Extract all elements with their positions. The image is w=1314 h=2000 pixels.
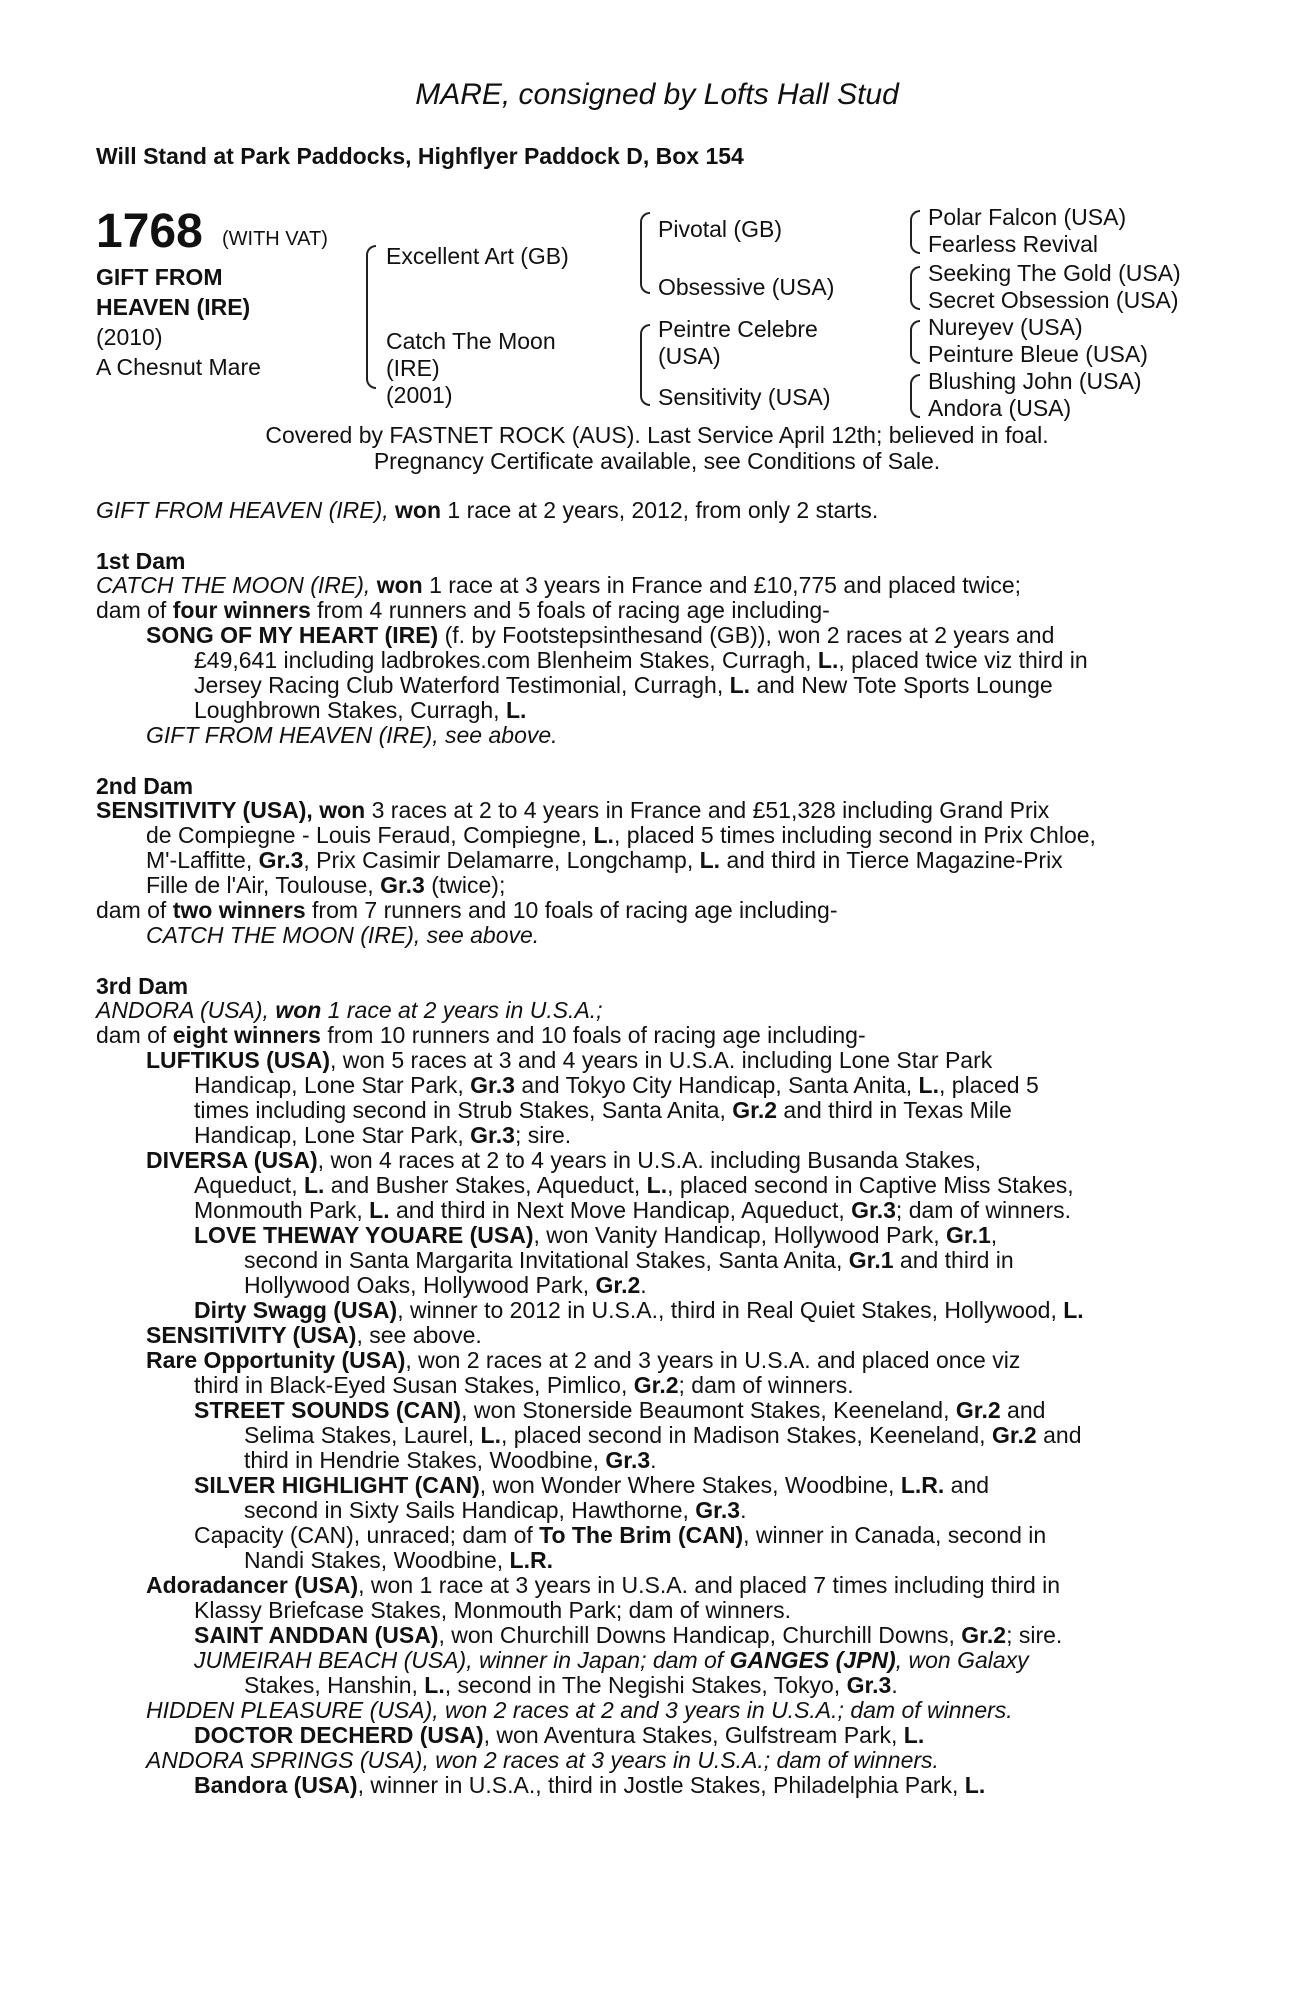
text-span: from 7 runners and 10 foals of racing age including-: [312, 897, 838, 923]
text-span: Jersey Racing Club Waterford Testimonial, Curragh,: [194, 672, 724, 698]
text-span: (twice);: [431, 872, 506, 898]
third-dam-line: Nandi Stakes, Woodbine, L.R.: [244, 1547, 553, 1573]
produce-detail: [194, 698, 526, 723]
grade-label: L.: [505, 697, 527, 723]
winners-count: two winners: [172, 897, 306, 923]
third-dam-line: LUFTIKUS (USA), won 5 races at 3 and 4 years in U.S.A. including Lone Star Park: [146, 1047, 993, 1073]
grade-label: Gr.3: [258, 847, 304, 873]
second-dam-detail: [146, 823, 1096, 848]
third-dam-line: DOCTOR DECHERD (USA), won Aventura Stakes, Gulfstream Park, L.: [194, 1722, 925, 1748]
summary-record: 1 race at 2 years, 2012, from only 2 starts.: [447, 497, 879, 523]
third-dam-line: DIVERSA (USA), won 4 races at 2 to 4 years in U.S.A. including Busanda Stakes,: [146, 1147, 982, 1173]
third-dam-line: SAINT ANDDAN (USA), won Churchill Downs Handicap, Churchill Downs, Gr.2; sire.: [194, 1622, 1063, 1648]
second-dam-record: 3 races at 2 to 4 years in France and £51,328 including Grand Prix: [371, 797, 1050, 823]
text-span: , Prix Casimir Delamarre, Longchamp,: [303, 847, 694, 873]
third-dam-line: Dirty Swagg (USA), winner to 2012 in U.S.A., third in Real Quiet Stakes, Hollywood, L.: [194, 1297, 1084, 1323]
text-span: and New Tote Sports Lounge: [756, 672, 1053, 698]
third-dam-line: third in Hendrie Stakes, Woodbine, Gr.3.: [244, 1447, 657, 1473]
third-dam-line: Handicap, Lone Star Park, Gr.3; sire.: [194, 1122, 572, 1148]
produce-detail: [194, 648, 1088, 673]
third-dam-line: Selima Stakes, Laurel, L., placed second in Madison Stakes, Keeneland, Gr.2 and: [244, 1422, 1082, 1448]
third-dam-line: SENSITIVITY (USA), see above.: [146, 1322, 482, 1348]
third-dam-line: STREET SOUNDS (CAN), won Stonerside Beaumont Stakes, Keeneland, Gr.2 and: [194, 1397, 1046, 1423]
third-dam-line: Rare Opportunity (USA), won 2 races at 2 and 3 years in U.S.A. and placed once viz: [146, 1347, 1021, 1373]
third-dam-line: second in Santa Margarita Invitational Stakes, Santa Anita, Gr.1 and third in: [244, 1247, 1014, 1273]
pedigree-dss: Nureyev (USA): [928, 314, 1083, 340]
grade-label: L.: [699, 847, 721, 873]
page-title: MARE, consigned by Lofts Hall Stud: [415, 78, 899, 111]
second-dam-produce-line: [96, 898, 838, 923]
pedigree-sss: Polar Falcon (USA): [928, 204, 1127, 230]
second-dam-won: won: [319, 797, 366, 823]
pedigree-brace-6: [910, 320, 920, 364]
produce-detail: [194, 673, 1053, 698]
third-dam-line: Bandora (USA), winner in U.S.A., third in Jostle Stakes, Philadelphia Park, L.: [194, 1772, 986, 1798]
lot-number: 1768: [96, 205, 203, 258]
winners-count: four winners: [172, 597, 311, 623]
pedigree-brace-3: [640, 324, 650, 406]
third-dam-line: ANDORA SPRINGS (USA), won 2 races at 3 years in U.S.A.; dam of winners.: [146, 1747, 939, 1773]
third-dam-line: HIDDEN PLEASURE (USA), won 2 races at 2 and 3 years in U.S.A.; dam of winners.: [146, 1697, 1013, 1723]
pedigree-sds: Seeking The Gold (USA): [928, 260, 1181, 286]
vat-note: (WITH VAT): [222, 228, 328, 250]
first-dam-produce-line: [96, 598, 830, 623]
first-dam-name: CATCH THE MOON (IRE),: [96, 572, 371, 598]
third-dam-line: SILVER HIGHLIGHT (CAN), won Wonder Where Stakes, Woodbine, L.R. and: [194, 1472, 990, 1498]
third-dam-line: third in Black-Eyed Susan Stakes, Pimlico, Gr.2; dam of winners.: [194, 1372, 854, 1398]
third-dam-line: JUMEIRAH BEACH (USA), winner in Japan; dam of GANGES (JPN), won Galaxy: [194, 1647, 1029, 1673]
pedigree-dds: Blushing John (USA): [928, 368, 1142, 394]
horse-description: A Chesnut Mare: [96, 354, 261, 380]
third-dam-line: dam of eight winners from 10 runners and 10 foals of racing age including-: [96, 1022, 866, 1048]
third-dam-line: Klassy Briefcase Stakes, Monmouth Park; dam of winners.: [194, 1597, 791, 1623]
third-dam-line: ANDORA (USA), won 1 race at 2 years in U.S.A.;: [96, 997, 603, 1023]
pedigree-brace-1: [366, 245, 376, 389]
grade-label: Gr.3: [380, 872, 425, 898]
summary-horse-name: GIFT FROM HEAVEN (IRE),: [96, 497, 389, 523]
third-dam-line: Handicap, Lone Star Park, Gr.3 and Tokyo City Handicap, Santa Anita, L., placed 5: [194, 1072, 1039, 1098]
covered-line-2: Pregnancy Certificate available, see Conditions of Sale.: [373, 448, 941, 474]
produce-entry: [146, 623, 1054, 648]
third-dam-line: second in Sixty Sails Handicap, Hawthorne, Gr.3.: [244, 1497, 747, 1523]
grade-label: L.: [817, 647, 839, 673]
text-span: £49,641 including ladbrokes.com Blenheim Stakes, Curragh,: [194, 647, 812, 673]
horse-name-line-2: HEAVEN (IRE): [96, 294, 251, 320]
pedigree-brace-5: [910, 266, 920, 310]
produce-entry: CATCH THE MOON (IRE), see above.: [146, 922, 540, 948]
covered-line-1: Covered by FASTNET ROCK (AUS). Last Service April 12th; believed in foal.: [265, 422, 1049, 448]
pedigree-dam-sire-line-1: Peintre Celebre: [658, 316, 818, 342]
third-dam-line: Stakes, Hanshin, L., second in The Negishi Stakes, Tokyo, Gr.3.: [244, 1672, 898, 1698]
first-dam-line: [96, 573, 1021, 598]
third-dam-line: times including second in Strub Stakes, Santa Anita, Gr.2 and third in Texas Mile: [194, 1097, 1012, 1123]
produce-entry: GIFT FROM HEAVEN (IRE), see above.: [146, 722, 558, 748]
pedigree-sdd: Secret Obsession (USA): [928, 287, 1179, 313]
horse-name: [96, 262, 261, 382]
grade-label: L.: [593, 822, 614, 848]
text-span: and third in Tierce Magazine-Prix: [726, 847, 1063, 873]
horse-year: (2010): [96, 324, 163, 350]
second-dam-line: [96, 798, 1049, 823]
text-span: , placed 5 times including second in Prix Chloe,: [613, 822, 1096, 848]
pedigree-sire: Excellent Art (GB): [386, 243, 569, 269]
second-dam-detail: [146, 873, 505, 898]
third-dam-line: Monmouth Park, L. and third in Next Move Handicap, Aqueduct, Gr.3; dam of winners.: [194, 1197, 1072, 1223]
third-dam-line: Capacity (CAN), unraced; dam of To The Brim (CAN), winner in Canada, second in: [194, 1522, 1047, 1548]
first-dam-heading: 1st Dam: [96, 548, 186, 574]
second-dam-detail: [146, 848, 1063, 873]
pedigree-dam-sire-line-2: (USA): [658, 343, 721, 369]
second-dam-heading: 2nd Dam: [96, 773, 194, 799]
third-dam-line: Aqueduct, L. and Busher Stakes, Aqueduct, L., placed second in Captive Miss Stakes,: [194, 1172, 1074, 1198]
pedigree-brace-4: [910, 210, 920, 254]
pedigree-sire-dam: Obsessive (USA): [658, 274, 835, 300]
third-dam-line: LOVE THEWAY YOUARE (USA), won Vanity Handicap, Hollywood Park, Gr.1,: [194, 1222, 998, 1248]
third-dam-heading: 3rd Dam: [96, 973, 189, 999]
pedigree-brace-7: [910, 374, 920, 418]
grade-label: L.: [729, 672, 751, 698]
summary-won: won: [395, 497, 442, 523]
text-span: dam of: [96, 897, 167, 923]
text-span: de Compiegne - Louis Feraud, Compiegne,: [146, 822, 588, 848]
race-summary: [96, 498, 878, 523]
produce-record: (f. by Footstepsinthesand (GB)), won 2 races at 2 years and: [444, 622, 1055, 648]
pedigree-brace-2: [640, 212, 650, 294]
text-span: Fille de l'Air, Toulouse,: [146, 872, 374, 898]
pedigree-dam-line-3: (2001): [386, 382, 453, 408]
pedigree-dam-line-2: (IRE): [386, 355, 440, 381]
text-span: M'-Laffitte,: [146, 847, 253, 873]
pedigree-ddd: Andora (USA): [928, 395, 1072, 421]
produce-name: SONG OF MY HEART (IRE): [146, 622, 439, 648]
pedigree-dam-line-1: Catch The Moon: [386, 328, 556, 354]
first-dam-record: 1 race at 3 years in France and £10,775 and placed twice;: [429, 572, 1022, 598]
second-dam-name: SENSITIVITY (USA),: [96, 797, 313, 823]
stand-location: Will Stand at Park Paddocks, Highflyer Paddock D, Box 154: [96, 143, 744, 169]
text-span: from 4 runners and 5 foals of racing age including-: [317, 597, 830, 623]
text-span: Loughbrown Stakes, Curragh,: [194, 697, 500, 723]
pedigree-sire-sire: Pivotal (GB): [658, 216, 782, 242]
pedigree-ssd: Fearless Revival: [928, 231, 1098, 257]
text-span: dam of: [96, 597, 167, 623]
first-dam-won: won: [376, 572, 423, 598]
horse-name-line-1: GIFT FROM: [96, 264, 223, 290]
pedigree-dsd: Peinture Bleue (USA): [928, 341, 1148, 367]
pedigree-dam-dam: Sensitivity (USA): [658, 384, 831, 410]
third-dam-line: Hollywood Oaks, Hollywood Park, Gr.2.: [244, 1272, 647, 1298]
third-dam-line: Adoradancer (USA), won 1 race at 3 years in U.S.A. and placed 7 times including third in: [146, 1572, 1061, 1598]
text-span: , placed twice viz third in: [838, 647, 1088, 673]
